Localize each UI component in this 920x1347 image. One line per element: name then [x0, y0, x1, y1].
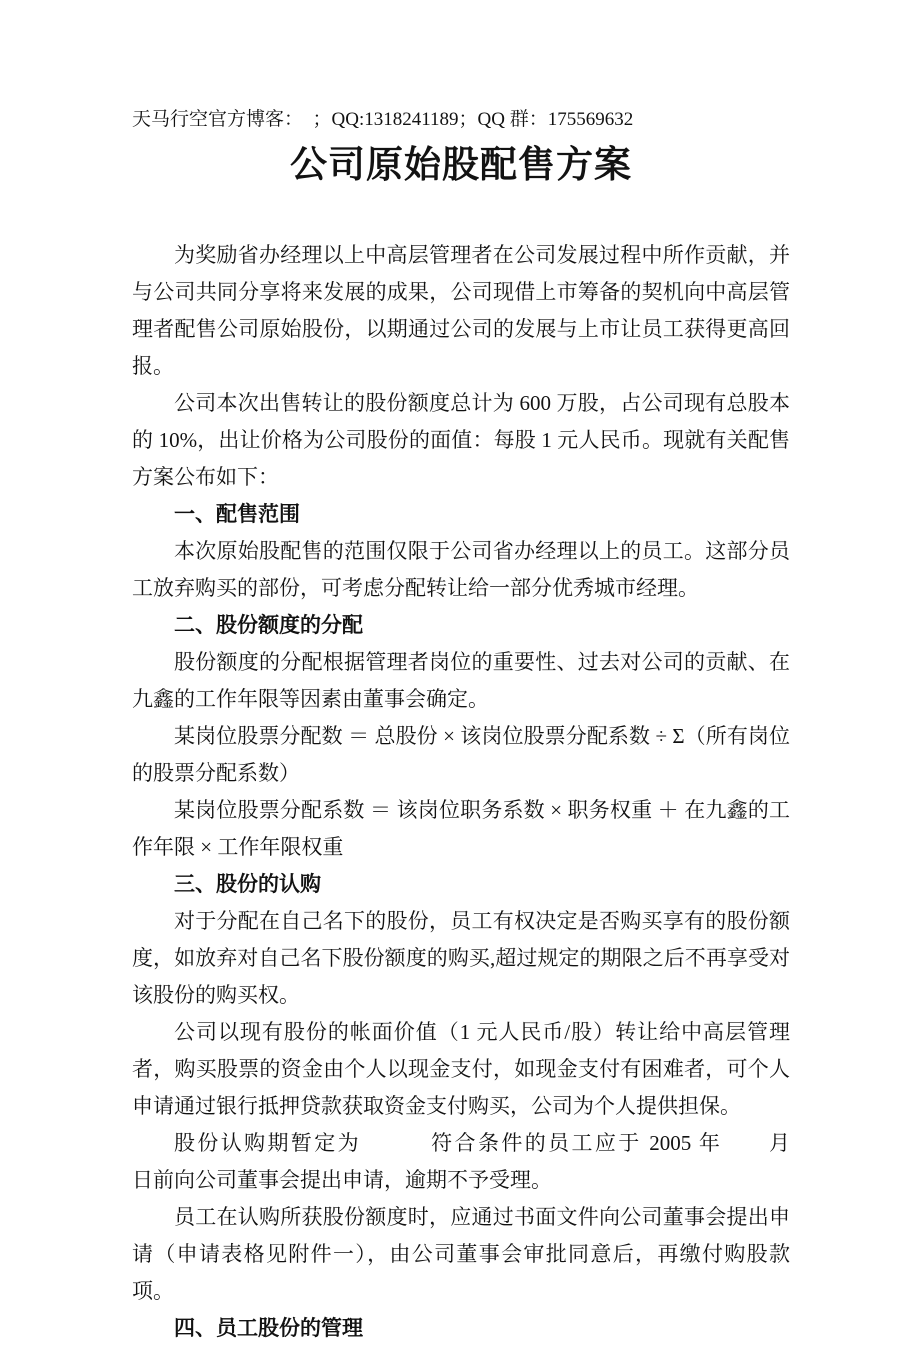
heading-share-subscription: 三、股份的认购 — [174, 873, 321, 896]
paragraph-subscription-right: 对于分配在自己名下的股份，员工有权决定是否购买享有的股份额度，如放弃对自己名下股份额度的购买,超过规定的期限之后不再享受对该股份的购买权。 — [132, 909, 790, 1007]
paragraph-subscription-deadline: 股份认购期暂定为 符合条件的员工应于 2005 年 月 日前向公司董事会提出申请，逾期不予受理。 — [132, 1131, 832, 1192]
heading-employee-share-management: 四、员工股份的管理 — [174, 1317, 363, 1340]
paragraph-scope-detail: 本次原始股配售的范围仅限于公司省办经理以上的员工。这部分员工放弃购买的部份，可考虑分配转让给一部分优秀城市经理。 — [132, 539, 790, 600]
paragraph-intro-reward: 为奖励省办经理以上中高层管理者在公司发展过程中所作贡献，并与公司共同分享将来发展的成果，公司现借上市筹备的契机向中高层管理者配售公司原始股份，以期通过公司的发展与上市让员工获得更高回报。 — [132, 243, 790, 378]
paragraph-application-process: 员工在认购所获股份额度时，应通过书面文件向公司董事会提出申请（申请表格见附件一），由公司董事会审批同意后，再缴付购股款项。 — [132, 1205, 790, 1303]
paragraph-formula-coefficient: 某岗位股票分配系数 ＝ 该岗位职务系数 × 职务权重 ＋ 在九鑫的工作年限 × 工作年限权重 — [132, 798, 790, 859]
paragraph-formula-share-count: 某岗位股票分配数 ＝ 总股份 × 该岗位股票分配系数 ÷ Σ（所有岗位的股票分配系数） — [132, 724, 790, 785]
paragraph-allocation-factors: 股份额度的分配根据管理者岗位的重要性、过去对公司的贡献、在九鑫的工作年限等因素由董事会确定。 — [132, 650, 790, 711]
heading-quota-allocation: 二、股份额度的分配 — [174, 614, 363, 637]
heading-allotment-scope: 一、配售范围 — [174, 503, 300, 526]
paragraph-payment-method: 公司以现有股份的帐面价值（1 元人民币/股）转让给中高层管理者，购买股票的资金由个人以现金支付，如现金支付有困难者，可个人申请通过银行抵押贷款获取资金支付购买，公司为个人提供担保。 — [132, 1020, 790, 1118]
paragraph-share-total: 公司本次出售转让的股份额度总计为 600 万股，占公司现有总股本的 10%，出让价格为公司股份的面值：每股 1 元人民币。现就有关配售方案公布如下： — [132, 391, 790, 489]
document-body — [132, 237, 832, 1347]
blog-header: 天马行空官方博客： ；QQ:1318241189；QQ 群：175569632 — [132, 109, 634, 130]
document-title: 公司原始股配售方案 — [290, 145, 632, 186]
